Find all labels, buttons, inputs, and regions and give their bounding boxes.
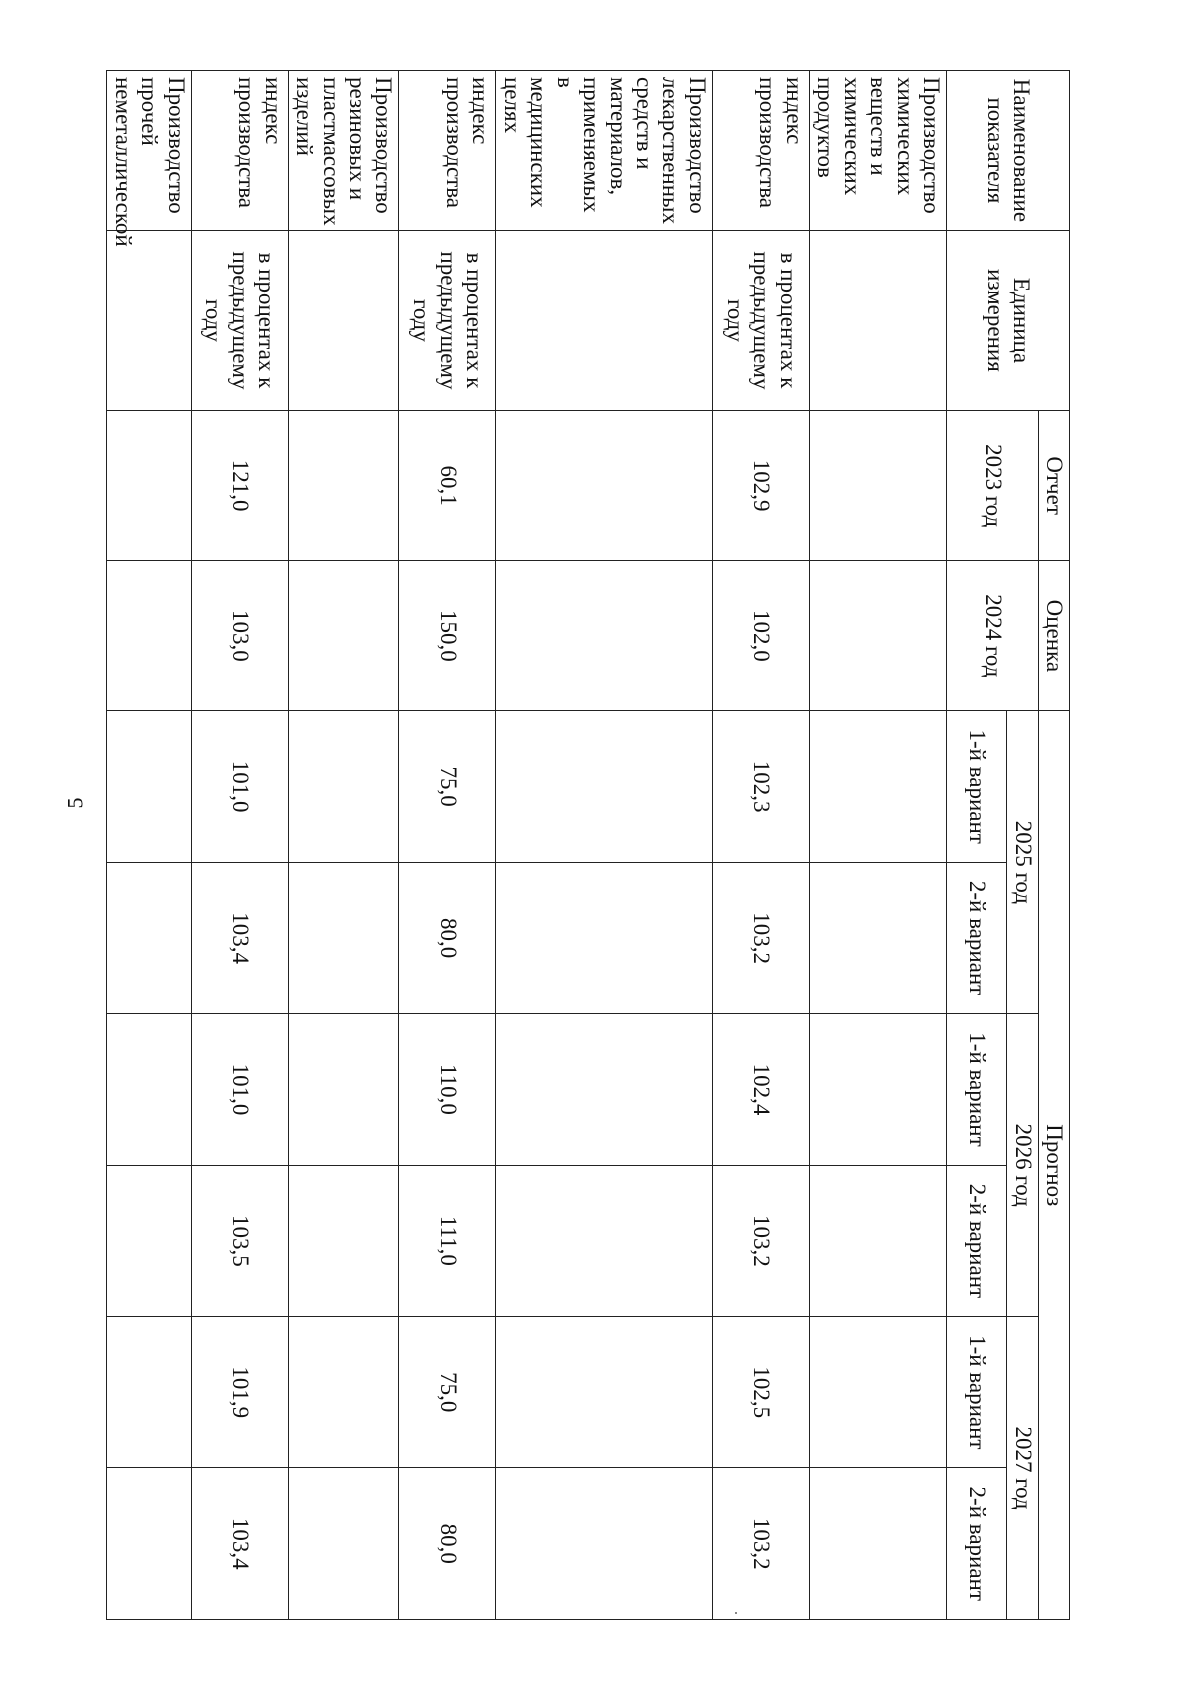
row-name: индекс производства — [191, 71, 288, 231]
table-row — [288, 71, 399, 1620]
value-cell: 103,2 — [712, 862, 809, 1013]
value-cell — [288, 711, 399, 862]
value-cell: 103,4 — [191, 862, 288, 1013]
value-cell — [496, 711, 713, 862]
value-cell: 103,5 — [191, 1165, 288, 1316]
value-cell — [496, 1468, 713, 1620]
value-cell: 103,2 — [712, 1468, 809, 1620]
value-cell — [288, 1014, 399, 1165]
value-cell — [107, 1468, 191, 1620]
table-row — [712, 71, 809, 1620]
value-cell — [288, 411, 399, 561]
value-cell — [107, 1014, 191, 1165]
row-name: Производство резиновых и пластмассовых изделий — [288, 71, 399, 231]
value-cell — [288, 862, 399, 1013]
row-unit — [107, 230, 191, 410]
value-cell: 102,5 — [712, 1317, 809, 1468]
value-cell — [288, 1165, 399, 1316]
value-cell: 80,0 — [399, 1468, 496, 1620]
value-cell — [288, 1468, 399, 1620]
value-cell: 75,0 — [399, 1317, 496, 1468]
row-unit: в процентах к предыдущему году — [399, 230, 496, 410]
table-body — [107, 71, 947, 1620]
header-forecast: Прогноз — [1038, 711, 1069, 1620]
value-cell: 80,0 — [399, 862, 496, 1013]
row-unit — [496, 230, 713, 410]
header-2026: 2026 год — [1007, 1014, 1038, 1317]
row-unit: в процентах к предыдущему году — [712, 230, 809, 410]
rotated-table-container — [108, 70, 1070, 1620]
table-row — [496, 71, 713, 1620]
value-cell — [496, 1014, 713, 1165]
row-name: индекс производства — [712, 71, 809, 231]
page-number: 5 — [62, 797, 88, 809]
header-2025: 2025 год — [1007, 711, 1038, 1014]
row-unit — [288, 230, 399, 410]
header-2026-v2: 2-й вариант — [947, 1165, 1007, 1316]
row-name: Производство химических веществ и химических продуктов — [809, 71, 946, 231]
value-cell: 102,3 — [712, 711, 809, 862]
value-cell: 75,0 — [399, 711, 496, 862]
row-name: Производство лекарственных средств и материалов, применяемых в медицинских целях — [496, 71, 713, 231]
value-cell — [496, 1317, 713, 1468]
value-cell — [809, 1468, 946, 1620]
value-cell — [288, 561, 399, 711]
value-cell: 111,0 — [399, 1165, 496, 1316]
value-cell: 103,4 — [191, 1468, 288, 1620]
value-cell: 110,0 — [399, 1014, 496, 1165]
value-cell: 101,9 — [191, 1317, 288, 1468]
value-cell — [107, 411, 191, 561]
header-2027-v2: 2-й вариант — [947, 1468, 1007, 1620]
value-cell — [107, 1317, 191, 1468]
value-cell: 102,4 — [712, 1014, 809, 1165]
header-2027-v1: 1-й вариант — [947, 1317, 1007, 1468]
value-cell: 121,0 — [191, 411, 288, 561]
value-cell: 103,2 — [712, 1165, 809, 1316]
value-cell: 150,0 — [399, 561, 496, 711]
value-cell — [107, 862, 191, 1013]
value-cell — [107, 1165, 191, 1316]
value-cell — [809, 1165, 946, 1316]
header-2025-v2: 2-й вариант — [947, 862, 1007, 1013]
header-2024: 2024 год — [947, 561, 1038, 711]
header-2023: 2023 год — [947, 411, 1038, 561]
row-unit — [809, 230, 946, 410]
value-cell — [809, 711, 946, 862]
header-report: Отчет — [1038, 411, 1069, 561]
value-cell — [107, 711, 191, 862]
value-cell: 102,9 — [712, 411, 809, 561]
value-cell — [496, 1165, 713, 1316]
header-2027: 2027 год — [1007, 1317, 1038, 1620]
value-cell: 103,0 — [191, 561, 288, 711]
table-row — [191, 71, 288, 1620]
value-cell — [107, 561, 191, 711]
forecast-table — [106, 70, 1070, 1620]
value-cell — [809, 862, 946, 1013]
value-cell: 60,1 — [399, 411, 496, 561]
value-cell: 101,0 — [191, 1014, 288, 1165]
row-name: индекс производства — [399, 71, 496, 231]
value-cell — [496, 411, 713, 561]
value-cell — [496, 862, 713, 1013]
header-2026-v1: 1-й вариант — [947, 1014, 1007, 1165]
table-row — [107, 71, 191, 1620]
value-cell — [809, 1317, 946, 1468]
value-cell: 101,0 — [191, 711, 288, 862]
header-unit: Единица измерения — [947, 230, 1070, 410]
value-cell — [809, 561, 946, 711]
header-name: Наименование показателя — [947, 71, 1070, 231]
row-unit: в процентах к предыдущему году — [191, 230, 288, 410]
table-row — [399, 71, 496, 1620]
value-cell — [809, 411, 946, 561]
header-estimate: Оценка — [1038, 561, 1069, 711]
value-cell — [496, 561, 713, 711]
header-2025-v1: 1-й вариант — [947, 711, 1007, 862]
value-cell: 102,0 — [712, 561, 809, 711]
value-cell — [809, 1014, 946, 1165]
table-row — [809, 71, 946, 1620]
value-cell — [288, 1317, 399, 1468]
scan-speck — [735, 1612, 737, 1614]
row-name: Производство прочей неметаллической — [107, 71, 191, 231]
